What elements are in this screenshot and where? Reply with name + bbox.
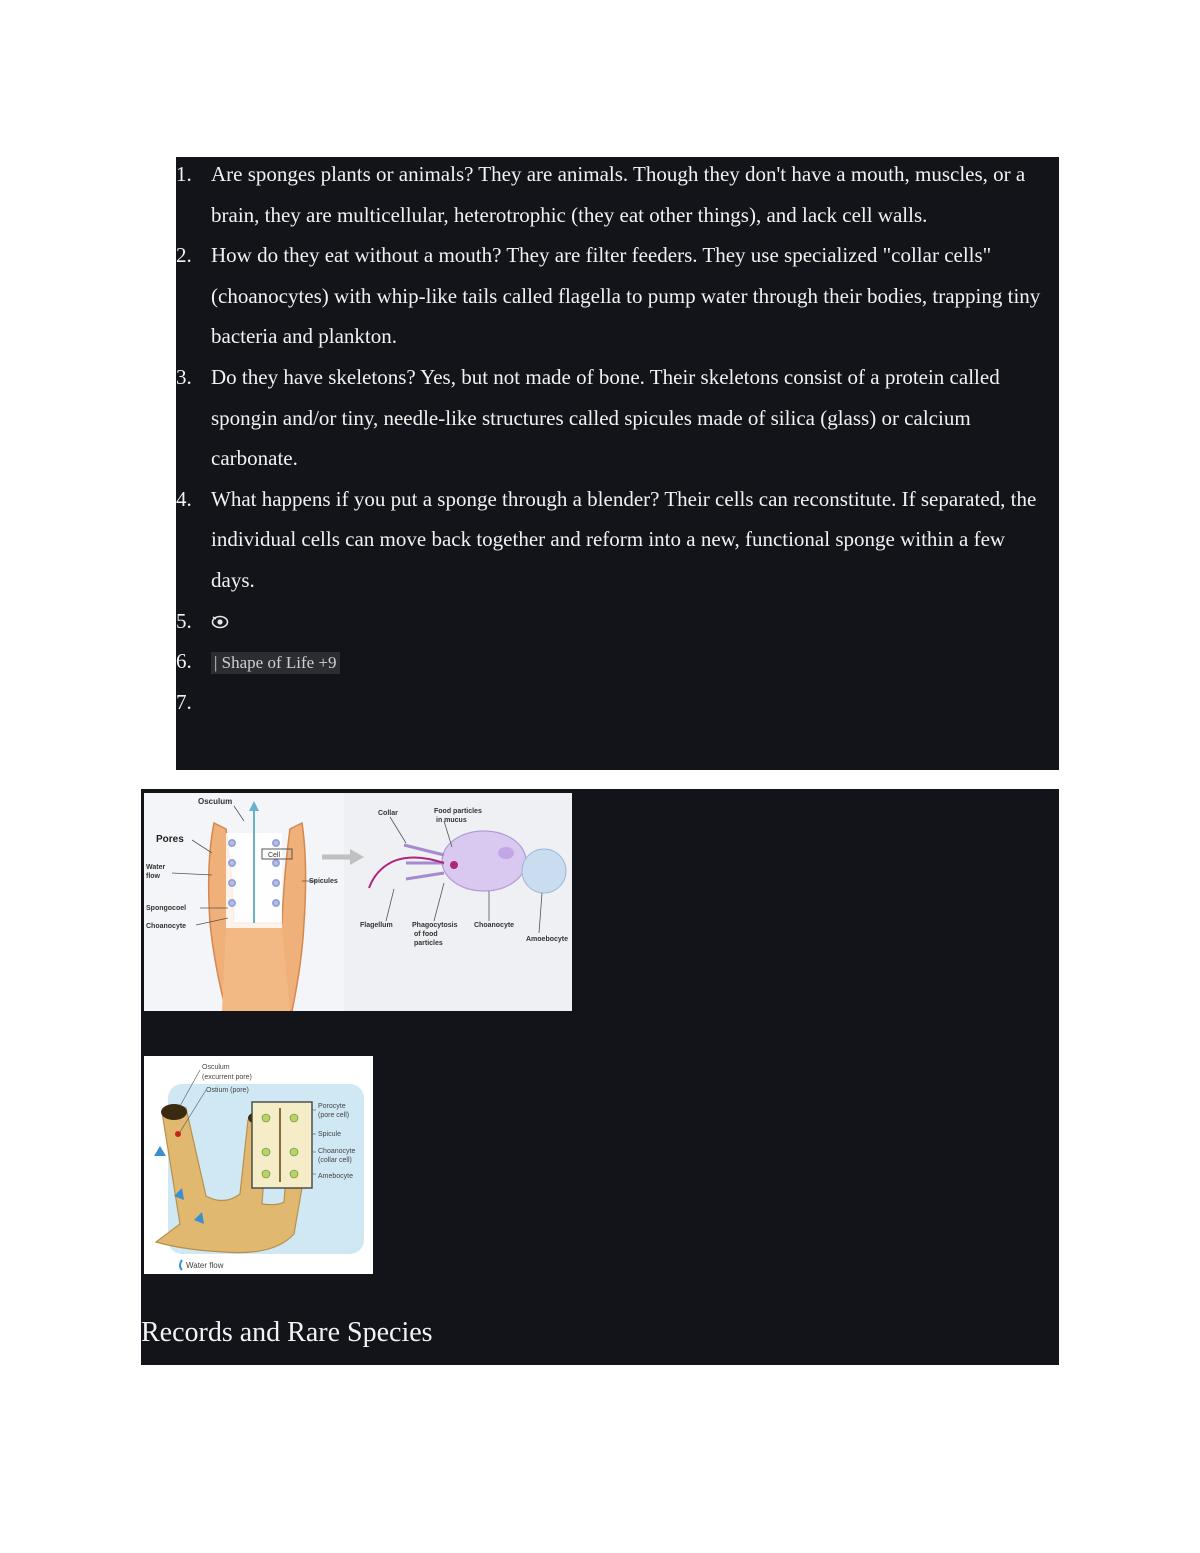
list-item [176,357,1059,479]
faq-block [176,157,1059,770]
list-number: 6. [176,649,192,674]
list-number: 3. [176,364,192,389]
sponge-structure-diagram [144,1056,373,1274]
list-number: 5. [176,608,192,633]
spongocoel-label: Spongocoel [146,905,187,912]
choanocyte-label: Choanocyte [146,923,187,930]
answer-text: How do they eat without a mouth? They are filter feeders. They use specialized "collar cells" (choanocytes) with whip-like tails called flagella to pump water through their bodies, trapping tiny bacteria and plankton. [211,243,1041,349]
spicule-label: Spicule [318,1131,341,1138]
choanocyte-label: Choanocyte [318,1148,356,1155]
list-number: 2. [176,243,192,268]
ostium-label: Ostium (pore) [206,1087,249,1094]
figures-block [141,789,1059,1365]
phagocytosis-label-2: of food [414,931,438,938]
phagocytosis-label-3: particles [414,940,443,947]
list-number: 7. [176,689,192,714]
porocyte-label: Porocyte [318,1103,346,1110]
food-particles-label-2: in mucus [436,817,467,824]
sponge-anatomy-figure [144,793,572,1011]
list-item [176,601,1059,642]
osculum-label: Osculum [198,797,233,806]
water-flow-label-2: flow [146,873,160,880]
water-flow-label: Water flow [186,1261,224,1270]
section-heading: Records and Rare Species [141,1317,433,1348]
pores-label: Pores [156,834,184,845]
flagellum-label: Flagellum [360,922,393,929]
sponge-structure-figure [144,1056,373,1274]
food-particles-label-1: Food particles [434,808,482,815]
excurrent-pore-label: (excurrent pore) [202,1074,252,1081]
amoebocyte-label: Amoebocyte [526,936,569,943]
phagocytosis-label-1: Phagocytosis [412,922,458,929]
choanocyte-cell-label: Choanocyte [474,922,515,929]
list-item [176,641,1059,682]
spicules-label: Spicules [309,878,338,885]
osculum-label: Osculum [202,1064,230,1071]
list-item [176,479,1059,601]
answer-text: Are sponges plants or animals? They are animals. Though they don't have a mouth, muscles, or a brain, they are multicellular, heterotrophic (they eat other things), and lack cell walls. [211,162,1026,227]
list-item [176,154,1059,235]
water-flow-label-1: Water [146,864,166,871]
collar-label: Collar [378,810,398,817]
source-chip[interactable]: | Shape of Life +9 [211,652,340,674]
cell-label: Cell [267,852,281,859]
sponge-anatomy-diagram [144,793,572,1011]
list-number: 1. [176,162,192,186]
list-number: 4. [176,486,192,511]
list-item [176,235,1059,357]
collar-cell-label: (collar cell) [318,1157,352,1164]
amebocyte-label: Amebocyte [318,1173,354,1180]
eye-icon[interactable] [211,602,229,616]
answer-text: What happens if you put a sponge through a blender? Their cells can reconstitute. If separated, the individual cells can move back together and reform into a new, functional sponge within a few days. [211,486,1037,592]
answer-text: Do they have skeletons? Yes, but not made of bone. Their skeletons consist of a protein called spongin and/or tiny, needle-like structures called spicules made of silica (glass) or calcium carbonate. [211,364,1000,471]
question-list [176,154,1059,714]
pore-cell-label: (pore cell) [318,1112,350,1119]
